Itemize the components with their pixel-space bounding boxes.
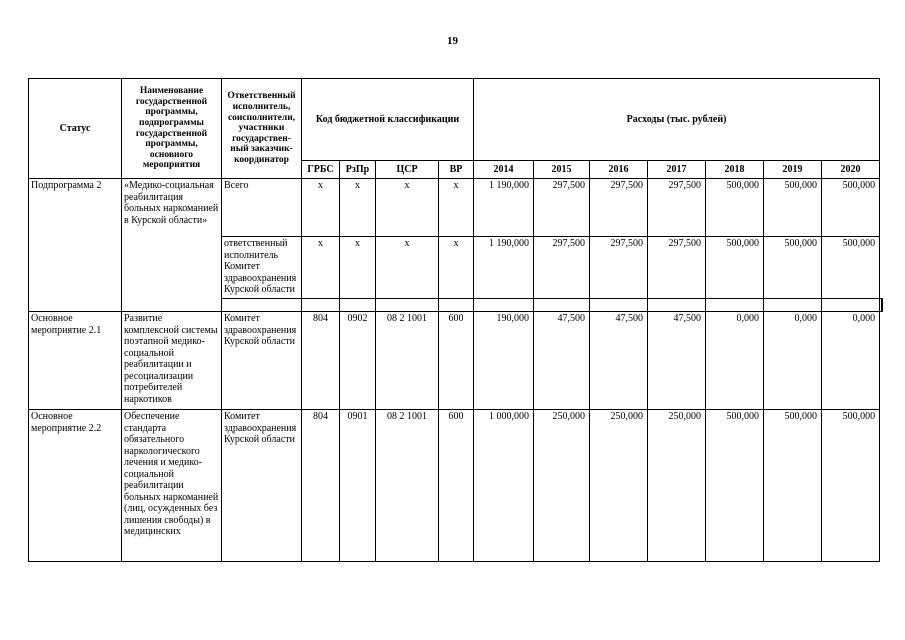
cell-value: 297,500 [648, 179, 706, 237]
table-row [29, 410, 883, 562]
cell-value: 297,500 [534, 237, 590, 299]
cell-value: 47,500 [648, 312, 706, 410]
header-grbs: ГРБС [302, 161, 340, 179]
cell-value: 250,000 [648, 410, 706, 562]
cell-value: 297,500 [590, 237, 648, 299]
cell-rzpr: х [340, 179, 376, 237]
header-year: 2018 [706, 161, 764, 179]
cell-value: 500,000 [706, 179, 764, 237]
cell-value: 500,000 [706, 237, 764, 299]
cell-grbs: 804 [302, 312, 340, 410]
cell-value: 47,500 [590, 312, 648, 410]
cell-grbs: х [302, 237, 340, 299]
cell-csr: х [376, 179, 439, 237]
page-number: 19 [447, 35, 458, 47]
row-executor: Всего [222, 179, 302, 237]
cell-value: 0,000 [822, 312, 880, 410]
row-executor: Комитет здравоохранения Курской области [222, 410, 302, 562]
header-year: 2017 [648, 161, 706, 179]
table-row [29, 179, 883, 237]
row-status: Основное мероприятие 2.1 [29, 312, 122, 410]
header-year: 2015 [534, 161, 590, 179]
cell-rzpr: х [340, 237, 376, 299]
cell-rzpr: 0902 [340, 312, 376, 410]
cell-value: 297,500 [590, 179, 648, 237]
row-status: Подпрограмма 2 [29, 179, 122, 312]
cell-csr: 08 2 1001 [376, 410, 439, 562]
cell-grbs: 804 [302, 410, 340, 562]
cell-value: 297,500 [534, 179, 590, 237]
cell-vr: 600 [439, 312, 474, 410]
cell-value: 1 190,000 [474, 179, 534, 237]
row-name: Развитие комплексной системы поэтапной медико-социальной реабилитации и ресоциализации потребителей наркотиков [122, 312, 222, 410]
cell-value: 500,000 [764, 237, 822, 299]
cell-value: 0,000 [764, 312, 822, 410]
cell-value: 500,000 [706, 410, 764, 562]
cell-csr: х [376, 237, 439, 299]
cell-value: 1 190,000 [474, 237, 534, 299]
cell-value: 0,000 [706, 312, 764, 410]
header-year: 2016 [590, 161, 648, 179]
row-executor: ответственный исполнитель Комитет здравоохранения Курской области [222, 237, 302, 299]
table-row [29, 312, 883, 410]
cell-grbs: х [302, 179, 340, 237]
cell-rzpr: 0901 [340, 410, 376, 562]
cell-value: 1 000,000 [474, 410, 534, 562]
header-rzpr: РзПр [340, 161, 376, 179]
cell-value: 190,000 [474, 312, 534, 410]
cell-vr: 600 [439, 410, 474, 562]
header-executor: Ответственный исполнитель, соисполнители, участники государствен-ный заказчик-координатор [222, 79, 302, 179]
cell-value: 250,000 [590, 410, 648, 562]
header-csr: ЦСР [376, 161, 439, 179]
header-budget-code: Код бюджетной классификации [302, 79, 474, 161]
header-year: 2014 [474, 161, 534, 179]
header-vr: ВР [439, 161, 474, 179]
cell-vr: х [439, 179, 474, 237]
header-status: Статус [29, 79, 122, 179]
header-expenses: Расходы (тыс. рублей) [474, 79, 880, 161]
cell-value: 500,000 [764, 179, 822, 237]
header-year: 2020 [822, 161, 880, 179]
cell-csr: 08 2 1001 [376, 312, 439, 410]
row-name: Обеспечение стандарта обязательного наркологического лечения и медико-социальной реабилитации больных наркоманией (лиц, осужденных без лишения свободы) в медицинских [122, 410, 222, 562]
cell-value: 500,000 [822, 179, 880, 237]
header-year: 2019 [764, 161, 822, 179]
cell-value: 500,000 [764, 410, 822, 562]
cell-vr: х [439, 237, 474, 299]
cell-value: 250,000 [534, 410, 590, 562]
cell-value: 500,000 [822, 410, 880, 562]
cell-value: 500,000 [822, 237, 880, 299]
cell-value: 47,500 [534, 312, 590, 410]
cell-value: 297,500 [648, 237, 706, 299]
row-status: Основное мероприятие 2.2 [29, 410, 122, 562]
budget-table [28, 78, 883, 562]
row-executor: Комитет здравоохранения Курской области [222, 312, 302, 410]
row-name: «Медико-социальная реабилитация больных наркоманией в Курской области» [122, 179, 222, 312]
header-name: Наименование государственной программы, подпрограммы государственной программы, основного мероприятия [122, 79, 222, 179]
